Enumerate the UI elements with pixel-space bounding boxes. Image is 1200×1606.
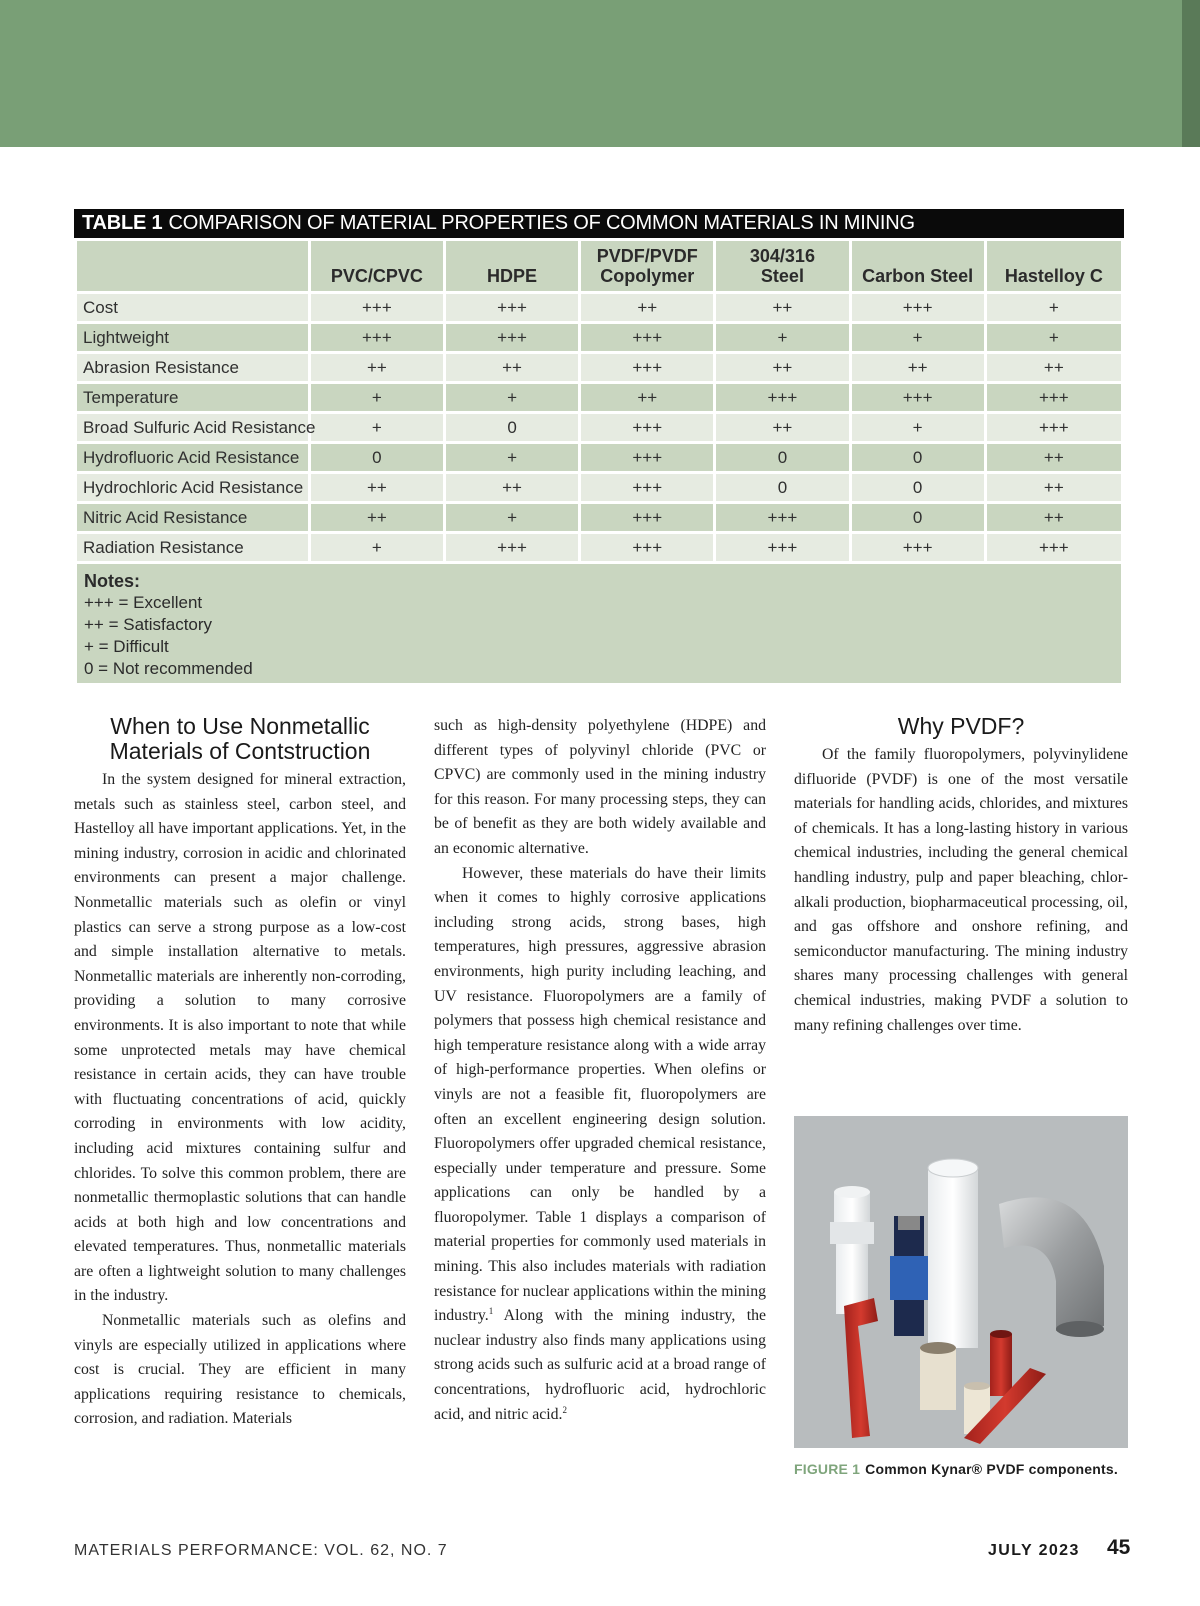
- column-1: [74, 714, 406, 1432]
- rating-cell: ++: [580, 293, 715, 323]
- table-grid: [74, 238, 1124, 564]
- page-number: 45: [1107, 1536, 1131, 1559]
- notes-title: Notes:: [84, 571, 141, 591]
- figure-caption-text: Common Kynar® PVDF components.: [865, 1461, 1118, 1477]
- note-line: ++ = Satisfactory: [84, 615, 213, 634]
- column-3: [794, 714, 1128, 1038]
- column-header: Hastelloy C: [985, 240, 1122, 293]
- rating-cell: +++: [444, 323, 579, 353]
- paragraph: Nonmetallic materials such as olefins and vinyls are especially utilized in applications where cost is crucial. They are efficient in many applications requiring resistance to chemicals, corrosion, and radiation. Materials: [74, 1312, 406, 1428]
- rating-cell: 0: [715, 443, 850, 473]
- table-number: TABLE 1: [82, 212, 163, 234]
- header-band-edge: [1182, 0, 1200, 147]
- rating-cell: 0: [850, 503, 985, 533]
- row-label: Hydrochloric Acid Resistance: [76, 473, 310, 503]
- rating-cell: +++: [850, 293, 985, 323]
- rating-cell: +++: [985, 383, 1122, 413]
- reference-marker: 1: [488, 1306, 494, 1317]
- column-2: [434, 714, 766, 1427]
- rating-cell: ++: [444, 473, 579, 503]
- rating-cell: +++: [580, 443, 715, 473]
- paragraph: However, these materials do have their limits when it comes to highly corrosive applications including strong acids, strong bases, high temperatures, high pressures, aggressive abrasion environments, high purity including leaching, and UV resistance. Fluoropolymers are a family of polymers that possess high chemical resistance and high temperature resistance along with a wide array of high-performance properties. When olefins or vinyls are not a feasible fit, fluoropolymers are often an excellent engineering design solution. Fluoropolymers offer upgraded chemical resistance, especially under temperature and pressure. Some applications can only be handled by a fluoropolymer. Table 1 displays a comparison of material properties for commonly used materials in mining. This also includes materials with radiation resistance for nuclear applications within the mining industry.$^1$ Along with the mining industry, the nuclear industry also finds many applications using strong acids such as sulfuric acid at a broad range of concentrations, hydrofluoric acid, hydrochloric acid, and nitric acid.$^2$: [434, 864, 766, 1423]
- rating-cell: +++: [444, 293, 579, 323]
- table-row: [76, 323, 1123, 353]
- table-title: [74, 209, 1124, 238]
- rating-cell: +++: [580, 353, 715, 383]
- rating-cell: 0: [850, 473, 985, 503]
- rating-cell: +++: [580, 503, 715, 533]
- note-line: 0 = Not recommended: [84, 659, 253, 678]
- table-row: [76, 293, 1123, 323]
- rating-cell: +: [850, 413, 985, 443]
- row-label: Abrasion Resistance: [76, 353, 310, 383]
- rating-cell: +++: [580, 533, 715, 563]
- rating-cell: +: [444, 443, 579, 473]
- rating-cell: +++: [309, 293, 444, 323]
- figure-caption: [794, 1461, 1134, 1477]
- rating-cell: +++: [985, 533, 1122, 563]
- rating-cell: +: [444, 383, 579, 413]
- table-row: [76, 473, 1123, 503]
- column-header: Carbon Steel: [850, 240, 985, 293]
- rating-cell: +: [309, 413, 444, 443]
- rating-cell: 0: [850, 443, 985, 473]
- section-heading-why-pvdf: Why PVDF?: [897, 713, 1025, 739]
- section-heading-nonmetallic: When to Use Nonmetallic Materials of Contstruction: [109, 713, 371, 764]
- column-header: 304/316 Steel: [715, 240, 850, 293]
- paragraph: Of the family fluoropolymers, polyvinylidene difluoride (PVDF) is one of the most versatile materials for handling acids, chlorides, and mixtures of chemicals. It has a long-lasting history in various chemical industries, including the general chemical handling industry, pulp and paper bleaching, chlor-alkali production, biopharmaceutical processing, oil, and gas offshore and onshore refining, and semiconductor manufacturing. The mining industry shares many processing challenges with general chemical industries, making PVDF a solution to many refining challenges over time.: [794, 746, 1128, 1034]
- rating-cell: ++: [309, 503, 444, 533]
- rating-cell: +: [309, 383, 444, 413]
- table-header-row: [76, 240, 1123, 293]
- column-header: HDPE: [444, 240, 579, 293]
- row-label: Temperature: [76, 383, 310, 413]
- table-row: [76, 413, 1123, 443]
- paragraph: such as high-density polyethylene (HDPE) and different types of polyvinyl chloride (PVC or CPVC) are commonly used in the mining industry for this reason. For many processing steps, they can be of benefit as they are both widely available and an economic alternative.: [434, 717, 766, 857]
- table-title-text: COMPARISON OF MATERIAL PROPERTIES OF COMMON MATERIALS IN MINING: [168, 212, 915, 234]
- rating-cell: +: [985, 323, 1122, 353]
- table-row: [76, 443, 1123, 473]
- rating-cell: ++: [715, 413, 850, 443]
- rating-cell: +++: [580, 323, 715, 353]
- reference-marker: 2: [562, 1404, 568, 1415]
- rating-cell: 0: [309, 443, 444, 473]
- rating-cell: ++: [985, 353, 1122, 383]
- row-label: Nitric Acid Resistance: [76, 503, 310, 533]
- table-row: [76, 503, 1123, 533]
- rating-cell: +: [715, 323, 850, 353]
- footer-journal: MATERIALS PERFORMANCE: VOL. 62, NO. 7: [74, 1542, 448, 1559]
- paragraph: In the system designed for mineral extraction, metals such as stainless steel, carbon steel, and Hastelloy all have important applications. Yet, in the mining industry, corrosion in acidic and chlorinated environments can present a major challenge. Nonmetallic materials such as olefin or vinyl plastics can serve a strong purpose as a low-cost and simple installation alternative to metals. Nonmetallic materials are inherently non-corroding, providing a solution to many corrosive environments. It is also important to note that while some unprotected metals may have chemical resistance in certain acids, they can have trouble with fluctuating concentrations of acid, quickly corroding in environments with low acidity, including acid mixtures containing sulfur and chlorides. To solve this common problem, there are nonmetallic thermoplastic solutions that can handle acids at both high and low concentrations and elevated temperatures. Thus, nonmetallic materials are often a lightweight solution to many challenges in the industry.: [74, 771, 406, 1305]
- rating-cell: +++: [715, 383, 850, 413]
- row-label: Broad Sulfuric Acid Resistance: [76, 413, 310, 443]
- rating-cell: ++: [985, 473, 1122, 503]
- rating-cell: +++: [580, 473, 715, 503]
- figure-pvdf-components-photo: [794, 1116, 1128, 1448]
- row-label: Cost: [76, 293, 310, 323]
- rating-cell: ++: [985, 503, 1122, 533]
- row-label: Hydrofluoric Acid Resistance: [76, 443, 310, 473]
- note-line: + = Difficult: [84, 637, 169, 656]
- table-row: [76, 353, 1123, 383]
- rating-cell: +++: [850, 383, 985, 413]
- rating-cell: ++: [309, 353, 444, 383]
- figure-label: FIGURE 1: [794, 1461, 861, 1477]
- material-comparison-table: [74, 209, 1124, 683]
- table-row: [76, 533, 1123, 563]
- rating-cell: 0: [715, 473, 850, 503]
- rating-cell: +: [850, 323, 985, 353]
- rating-cell: +: [309, 533, 444, 563]
- rating-cell: ++: [985, 443, 1122, 473]
- rating-cell: +++: [580, 413, 715, 443]
- row-label: Radiation Resistance: [76, 533, 310, 563]
- rating-cell: ++: [715, 293, 850, 323]
- rating-cell: +++: [444, 533, 579, 563]
- rating-cell: +: [985, 293, 1122, 323]
- row-label: Lightweight: [76, 323, 310, 353]
- rating-cell: ++: [309, 473, 444, 503]
- header-empty-cell: [76, 240, 310, 293]
- rating-cell: +++: [715, 533, 850, 563]
- rating-cell: 0: [444, 413, 579, 443]
- column-header: PVDF/PVDF Copolymer: [580, 240, 715, 293]
- column-header: PVC/CPVC: [309, 240, 444, 293]
- pvdf-components-illustration: [794, 1116, 1128, 1448]
- footer-date: JULY 2023: [988, 1542, 1080, 1559]
- header-color-band: [0, 0, 1200, 147]
- rating-cell: ++: [580, 383, 715, 413]
- rating-cell: +++: [309, 323, 444, 353]
- rating-cell: +++: [850, 533, 985, 563]
- rating-cell: +++: [985, 413, 1122, 443]
- rating-cell: ++: [850, 353, 985, 383]
- table-row: [76, 383, 1123, 413]
- rating-cell: ++: [444, 353, 579, 383]
- table-notes: [74, 564, 1124, 683]
- rating-cell: ++: [715, 353, 850, 383]
- rating-cell: +: [444, 503, 579, 533]
- note-line: +++ = Excellent: [84, 593, 203, 612]
- rating-cell: +++: [715, 503, 850, 533]
